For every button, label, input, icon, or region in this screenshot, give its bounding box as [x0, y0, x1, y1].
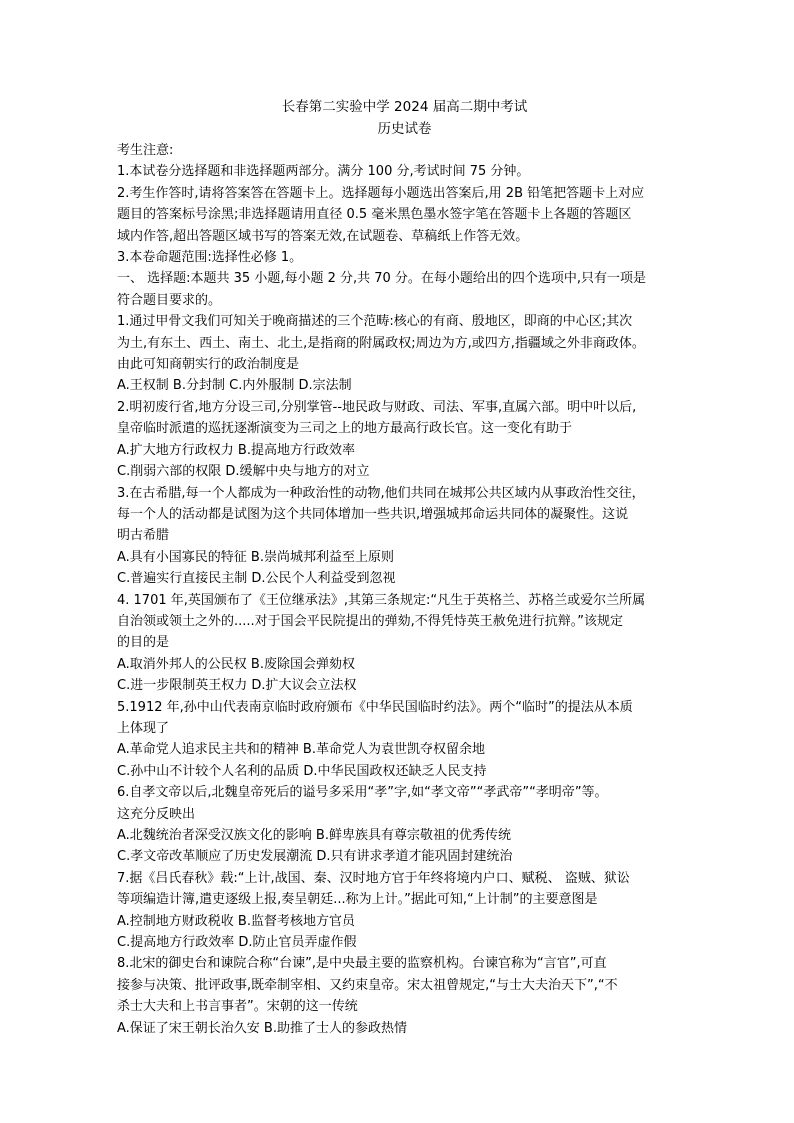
- text-line: 考生注意:: [117, 143, 174, 158]
- text-line: C.普遍实行直接民主制 D.公民个人利益受到忽视: [117, 571, 396, 587]
- text-line: 由此可知商朝实行的政治制度是: [117, 357, 300, 373]
- text-line: C.提高地方行政效率 D.防止官员弄虚作假: [117, 935, 357, 951]
- text-line: 每一个人的活动都是试图为这个共同体增加一些共识,增强城邦命运共同体的凝聚性。这说: [117, 506, 629, 522]
- text-line: 1.通过甲骨文我们可知关于晚商描述的三个范畴:核心的有商、殷地区，即商的中心区;其次: [117, 314, 633, 330]
- text-line: 2.考生作答时,请将答案答在答题卡上。选择题每小题选出答案后,用 2B 铅笔把答题卡上对应: [117, 185, 645, 201]
- text-line: A.革命党人追求民主共和的精神 B.革命党人为袁世凯夺权留余地: [117, 742, 485, 758]
- text-line: A.王权制 B.分封制 C.内外服制 D.宗法制: [117, 378, 352, 394]
- text-line: A.具有小国寡民的特征 B.崇尚城邦利益至上原则: [117, 549, 394, 565]
- text-line: A.取消外邦人的公民权 B.废除国会弹劾权: [117, 656, 355, 672]
- text-line: A.控制地方财政税收 B.监督考核地方官员: [117, 913, 355, 929]
- text-line: 等项编造计簿,遣吏逐级上报,奏呈朝廷...称为上计。”据此可知,“上计制”的主要意图是: [117, 892, 598, 908]
- text-line: 上体现了: [117, 720, 170, 736]
- text-line: 3.在古希腊,每一个人都成为一种政治性的动物,他们共同在城邦公共区域内从事政治性交往，: [117, 485, 645, 501]
- text-line: C.削弱六部的权限 D.缓解中央与地方的对立: [117, 464, 370, 480]
- exam-body: [117, 140, 692, 1039]
- text-line: C.孝文帝改革顺应了历史发展潮流 D.只有讲求孝道才能巩固封建统治: [117, 849, 513, 865]
- text-line: 符合题目要求的。: [117, 292, 222, 308]
- text-line: 5.1912 年,孙中山代表南京临时政府颁布《中华民国临时约法》。两个“临时”的提法从本质: [117, 699, 633, 715]
- text-line: 题目的答案标号涂黑;非选择题请用直径 0.5 毫米黑色墨水签字笔在答题卡上各题的答题区: [117, 207, 632, 223]
- exam-title: 长春第二实验中学 2024 届高二期中考试: [281, 99, 528, 115]
- text-line: 3.本卷命题范围:选择性必修 1。: [117, 250, 303, 266]
- text-line: 2.明初废行省,地方分设三司,分别掌管--地民政与财政、司法、军事,直属六部。明中叶以后,: [117, 399, 637, 415]
- text-line: 7.据《吕氏春秋》载:“上计,战国、秦、汉时地方官于年终将境内户口、赋税、 盗贼、狱讼: [117, 870, 630, 886]
- text-line: 为土,有东土、西土、南土、北土,是指商的附属政权;周边为方,或四方,指疆域之外非商政体。: [117, 335, 645, 351]
- text-line: 的目的是: [117, 635, 170, 651]
- text-line: 8.北宋的御史台和谏院合称“台谏”,是中央最主要的监察机构。台谏官称为“言官”,可直: [117, 956, 607, 972]
- text-line: 皇帝临时派遣的巡抚逐渐演变为三司之上的地方最高行政长官。这一变化有助于: [117, 421, 573, 437]
- text-line: A.北魏统治者深受汉族文化的影响 B.鲜卑族具有尊宗敬祖的优秀传统: [117, 828, 511, 843]
- text-line: 自治领或领土之外的.....对于国会平民院提出的弹劾,不得凭恃英王赦免进行抗辩。”该规定: [117, 613, 624, 629]
- text-line: A.保证了宋王朝长治久安 B.助推了士人的参政热情: [117, 1020, 407, 1036]
- text-line: 域内作答,超出答题区域书写的答案无效,在试题卷、草稿纸上作答无效。: [117, 228, 529, 244]
- text-line: 接参与决策、批评政事,既牵制宰相、又约束皇帝。宋太祖曾规定,“与士大夫治天下”,“不: [117, 977, 618, 993]
- text-line: 1.本试卷分选择题和非选择题两部分。满分 100 分,考试时间 75 分钟。: [117, 164, 530, 180]
- exam-subtitle: 历史试卷: [377, 121, 432, 137]
- text-line: 这充分反映出: [117, 806, 196, 822]
- exam-page: [117, 96, 692, 1039]
- text-line: 明古希腊: [117, 528, 170, 544]
- text-line: A.扩大地方行政权力 B.提高地方行政效率: [117, 442, 355, 458]
- text-line: C.进一步限制英王权力 D.扩大议会立法权: [117, 678, 357, 694]
- text-line: C.孙中山不计较个人名利的品质 D.中华民国政权还缺乏人民支持: [117, 763, 487, 779]
- text-line: 4. 1701 年,英国颁布了《王位继承法》,其第三条规定:“凡生于英格兰、苏格兰或爱尔兰所属: [117, 592, 646, 608]
- text-line: 一、 选择题:本题共 35 小题,每小题 2 分,共 70 分。在每小题给出的四个选项中,只有一项是: [117, 271, 647, 287]
- text-line: 6.自孝文帝以后,北魏皇帝死后的谥号多采用“孝”字,如“孝文帝”“孝武帝”“孝明帝”等。: [117, 785, 608, 801]
- text-line: 杀士大夫和上书言事者”。宋朝的这一传统: [117, 999, 358, 1015]
